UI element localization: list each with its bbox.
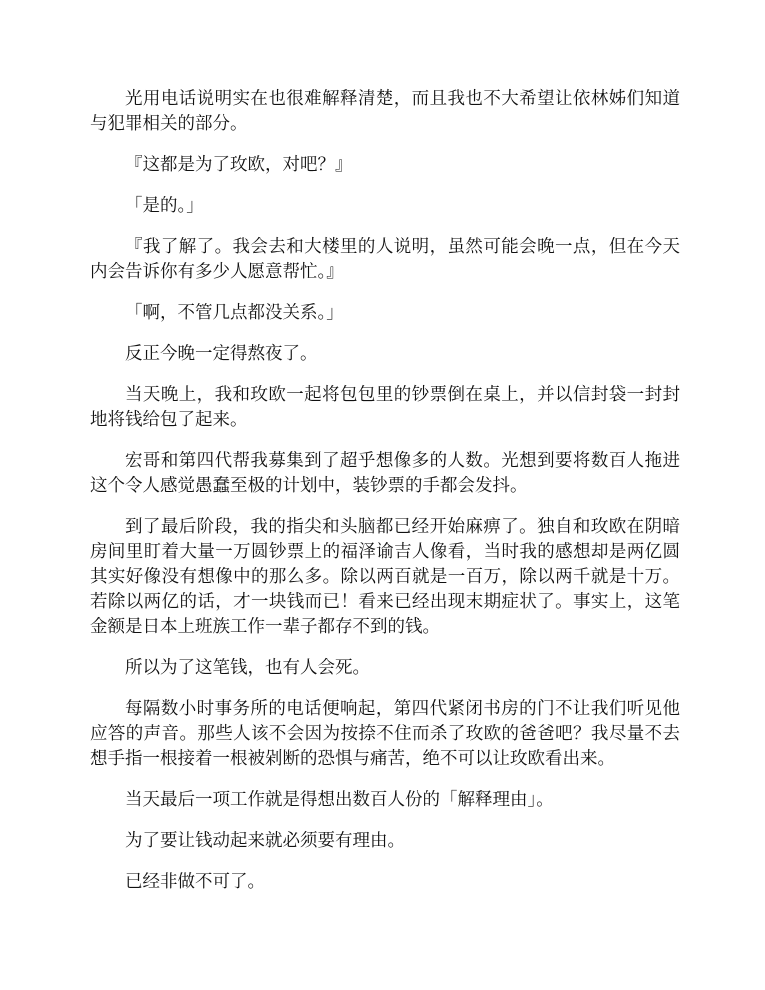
- paragraph-2: 『这都是为了玫欧，对吧？』: [125, 155, 353, 175]
- paragraph-6: 反正今晚一定得熬夜了。: [125, 344, 318, 364]
- paragraph-4: 『我了解了。我会去和大楼里的人说明，虽然可能会晚一点，但在今天内会告诉你有多少人愿意帮忙。』: [90, 237, 680, 282]
- paragraph-8: 宏哥和第四代帮我募集到了超乎想像多的人数。光想到要将数百人拖进这个令人感觉愚蠢至极的计划中，装钞票的手都会发抖。: [90, 451, 680, 496]
- document-page: [90, 87, 680, 911]
- paragraph-9: 到了最后阶段，我的指尖和头脑都已经开始麻痹了。独自和玫欧在阴暗房间里盯着大量一万圆钞票上的福泽谕吉人像看，当时我的感想却是两亿圆其实好像没有想像中的那么多。除以两百就是一百万，除以两千就是十万。若除以两亿的话，才一块钱而已！看来已经出现末期症状了。事实上，这笔金额是日本上班族工作一辈子都存不到的钱。: [90, 517, 680, 637]
- paragraph-12: 当天最后一项工作就是得想出数百人份的「解释理由」。: [125, 790, 554, 810]
- paragraph-13: 为了要让钱动起来就必须要有理由。: [125, 831, 405, 851]
- paragraph-10: 所以为了这笔钱，也有人会死。: [125, 658, 370, 678]
- paragraph-14: 已经非做不可了。: [125, 872, 265, 892]
- paragraph-1: 光用电话说明实在也很难解释清楚，而且我也不大希望让依林姊们知道与犯罪相关的部分。: [90, 89, 680, 134]
- paragraph-3: 「是的。」: [125, 196, 204, 216]
- paragraph-11: 每隔数小时事务所的电话便响起，第四代紧闭书房的门不让我们听见他应答的声音。那些人该不会因为按捺不住而杀了玫欧的爸爸吧？我尽量不去想手指一根接着一根被剁断的恐惧与痛苦，绝不可以让玫欧看出来。: [90, 699, 680, 769]
- paragraph-7: 当天晚上，我和玫欧一起将包包里的钞票倒在桌上，并以信封袋一封封地将钱给包了起来。: [90, 385, 680, 430]
- paragraph-5: 「啊，不管几点都没关系。」: [125, 303, 344, 323]
